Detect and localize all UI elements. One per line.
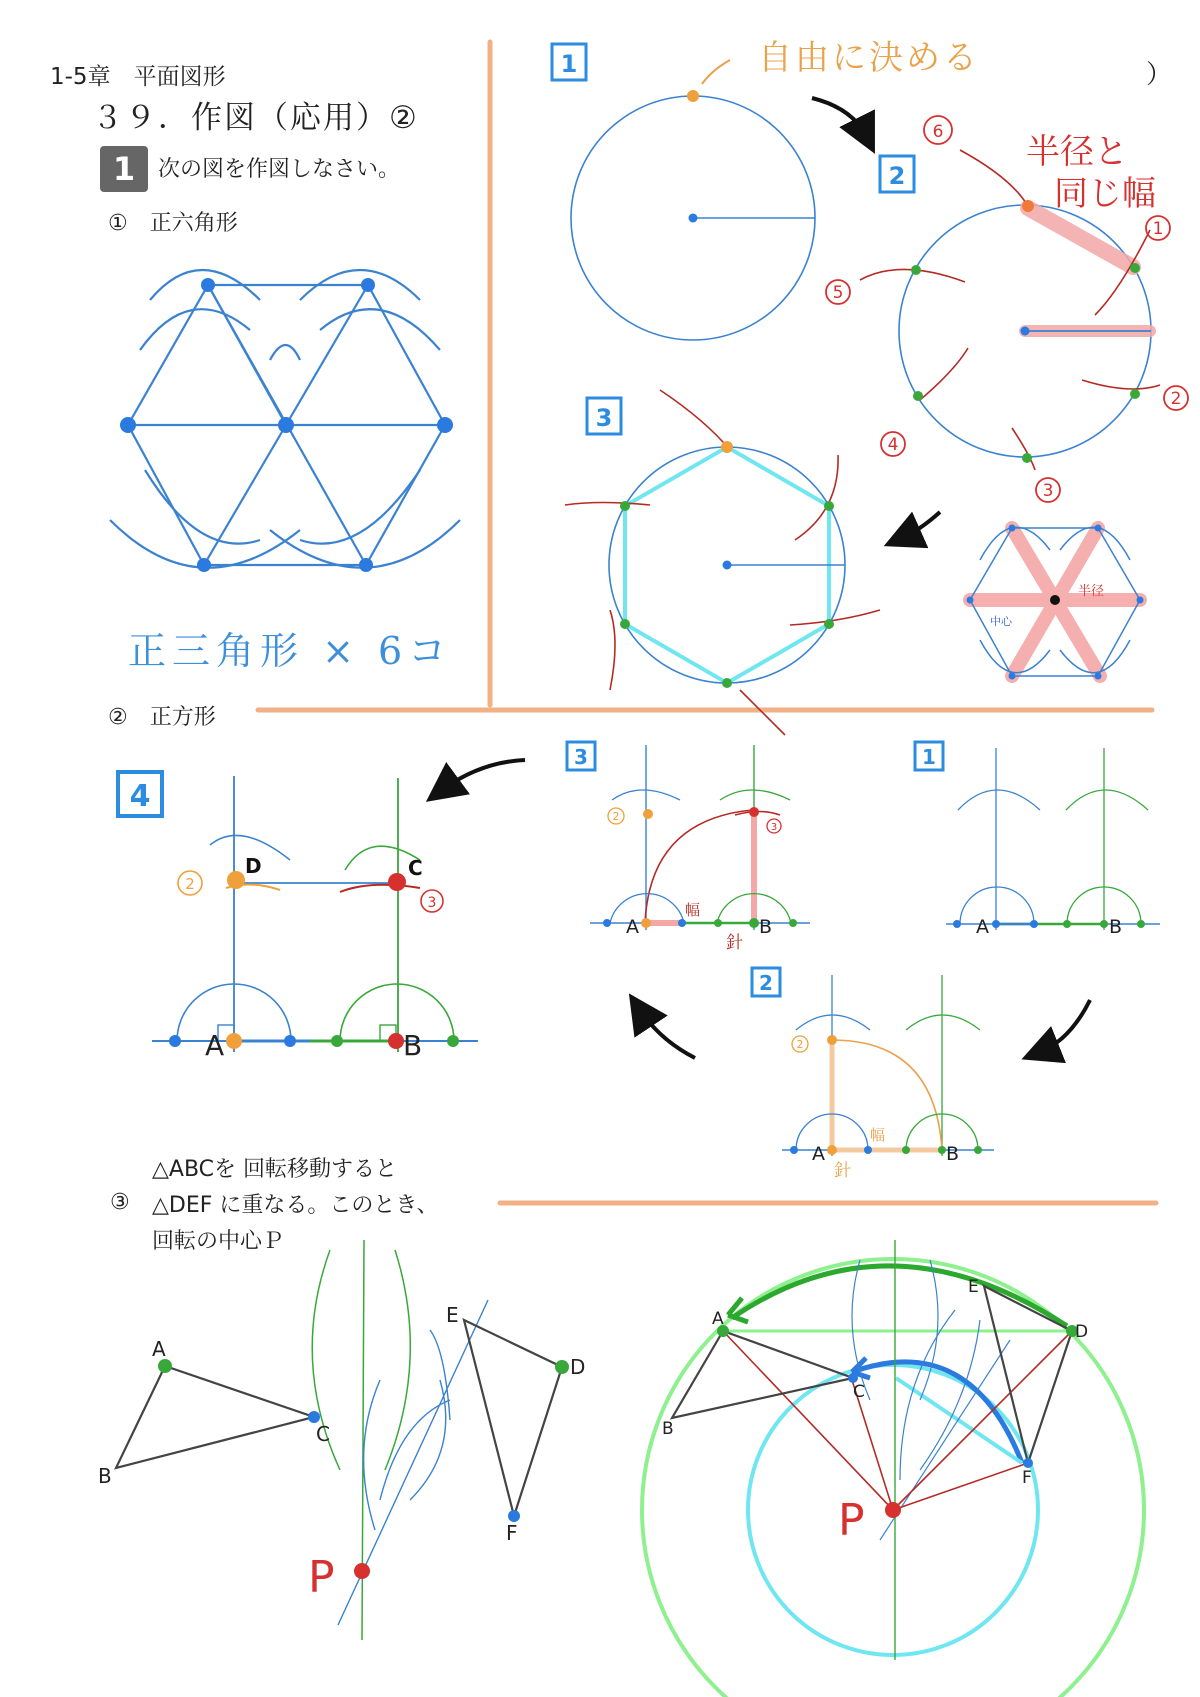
sq2-width-label: 幅 <box>870 1126 886 1144</box>
rot-point-a: A <box>152 1337 166 1361</box>
sq3-needle-label: 針 <box>726 933 743 953</box>
mini-radius-label: 半径 <box>1078 584 1105 599</box>
chapter-heading: 1-5章 平面図形 <box>50 64 226 90</box>
sq3-point-a: A <box>626 916 639 938</box>
rot-point-e: E <box>446 1303 459 1327</box>
sq4-point-b: B <box>403 1029 423 1062</box>
question-number-badge: 1 <box>100 146 148 192</box>
sq2-num-2: 2 <box>796 1038 804 1051</box>
subproblem-3-label: ③ <box>110 1190 130 1215</box>
sq4-num-3: 3 <box>427 895 437 911</box>
ans-point-b: B <box>662 1419 674 1439</box>
rotation-text-line3: 回転の中心Ｐ <box>152 1229 285 1254</box>
sq4-point-a: A <box>205 1029 225 1062</box>
square-step-3 <box>567 742 810 953</box>
mini-center-label: 中心 <box>990 615 1012 628</box>
subproblem-2-label: ② 正方形 <box>108 705 216 730</box>
rotation-answer-figure <box>642 1240 1144 1697</box>
ans-point-f: F <box>1022 1468 1032 1488</box>
ans-point-d: D <box>1075 1322 1089 1342</box>
hex-step-1-label: 1 <box>560 50 578 78</box>
section-dividers <box>258 42 1156 1203</box>
hex-step-2-label: 2 <box>888 162 906 190</box>
hex-num-3: 3 <box>1042 481 1054 501</box>
hint-same-width-2: 同じ幅 <box>1054 174 1156 214</box>
hint-free-choice: 自由に決める <box>758 38 980 78</box>
sq3-num-2: 2 <box>612 810 620 823</box>
ans-point-c: C <box>853 1382 865 1402</box>
sq4-point-c: C <box>408 856 423 880</box>
sq3-width-label: 幅 <box>685 901 701 919</box>
question-instruction: 次の図を作図しなさい。 <box>158 157 401 182</box>
hex-step-3-label: 3 <box>595 404 613 432</box>
sq3-num-3: 3 <box>770 822 778 833</box>
sq4-num-2: 2 <box>185 875 195 893</box>
rot-point-d: D <box>570 1355 586 1379</box>
closing-paren: ） <box>1146 60 1173 90</box>
sq4-point-d: D <box>245 854 262 878</box>
sq-step-4-label: 4 <box>129 779 151 814</box>
square-step-2 <box>640 968 1090 1181</box>
sq-step-2-label: 2 <box>759 971 773 995</box>
hex-num-5: 5 <box>832 283 844 303</box>
sq2-needle-label: 針 <box>834 1161 851 1181</box>
sq-step-3-label: 3 <box>574 745 588 769</box>
hex-num-6: 6 <box>932 122 944 142</box>
rotation-text-line2: △DEF に重なる。このとき、 <box>152 1193 439 1218</box>
rot-point-p: P <box>308 1552 335 1603</box>
hint-same-width-1: 半径と <box>1026 132 1128 172</box>
hex-step-1 <box>552 44 866 340</box>
sq1-point-a: A <box>976 916 989 938</box>
rot-point-b: B <box>98 1464 112 1488</box>
sq3-point-b: B <box>759 916 773 938</box>
rotation-problem-figure <box>98 1240 585 1640</box>
mini-hexagon-diagram <box>967 525 1144 680</box>
hex-num-2: 2 <box>1170 389 1182 409</box>
sq-step-1-label: 1 <box>922 745 936 769</box>
sq2-point-b: B <box>946 1143 960 1165</box>
hex-step-2 <box>826 116 1188 502</box>
sq1-point-b: B <box>1109 916 1123 938</box>
square-step-4 <box>118 760 525 1062</box>
ans-point-a: A <box>712 1309 724 1329</box>
ans-point-p: P <box>838 1495 865 1546</box>
square-step-1 <box>915 742 1160 938</box>
rotation-text-line1: △ABCを 回転移動すると <box>152 1157 398 1182</box>
hex-num-1: 1 <box>1152 219 1164 239</box>
ans-point-e: E <box>968 1277 979 1297</box>
hex-step-3 <box>565 390 940 735</box>
sq2-point-a: A <box>812 1143 825 1165</box>
page-title: ３９．作図（応用）② <box>92 100 419 136</box>
hexagon-note: 正三角形 × 6コ <box>128 629 453 673</box>
rot-point-c: C <box>316 1422 330 1446</box>
rot-point-f: F <box>506 1521 518 1545</box>
hex-num-4: 4 <box>887 435 899 455</box>
subproblem-1-label: ① 正六角形 <box>108 211 238 236</box>
